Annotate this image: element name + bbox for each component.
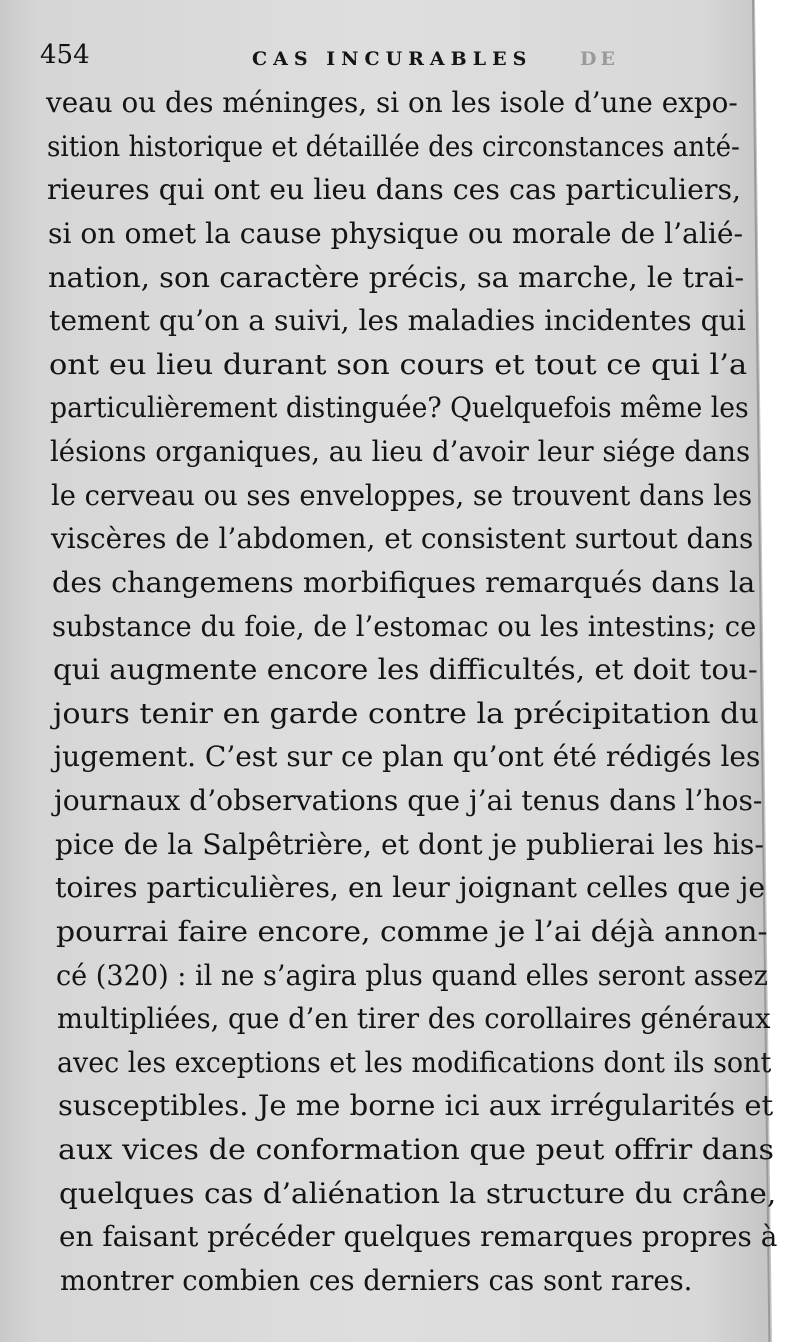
running-head-bleed: DE — [580, 48, 619, 70]
text-line: substance du foie, de l’estomac ou les intestins; ce — [52, 609, 757, 643]
text-line: jours tenir en garde contre la précipitation du — [53, 696, 759, 730]
text-line: toires particulières, en leur joignant celles que je — [55, 871, 766, 905]
text-line: lésions organiques, au lieu d’avoir leur siége dans — [50, 435, 751, 469]
text-line: particulièrement distinguée? Quelquefois même les — [49, 391, 749, 425]
text-line: journaux d’observations que j’ai tenus dans l’hos- — [54, 784, 763, 818]
running-head: CAS INCURABLES — [252, 48, 533, 70]
text-line: rieures qui ont eu lieu dans ces cas particuliers, — [47, 173, 742, 207]
text-line: le cerveau ou ses enveloppes, se trouvent dans les — [50, 478, 752, 512]
text-line: sition historique et détaillée des circonstances anté- — [46, 129, 740, 163]
text-line: des changemens morbifiques remarqués dans la — [51, 565, 755, 599]
text-line: viscères de l’abdomen, et consistent surtout dans — [51, 522, 754, 556]
text-line: avec les exceptions et les modifications dont ils sont — [57, 1045, 772, 1079]
text-line: en faisant précéder quelques remarques propres à — [59, 1220, 778, 1254]
text-line: montrer combien ces derniers cas sont rares. — [59, 1264, 692, 1297]
page-number: 454 — [40, 40, 90, 70]
text-line: nation, son caractère précis, sa marche, le trai- — [48, 260, 745, 294]
text-line: susceptibles. Je me borne ici aux irrégularités et — [57, 1089, 773, 1123]
text-line: jugement. C’est sur ce plan qu’ont été rédigés les — [53, 740, 761, 774]
text-line: qui augmente encore les difficultés, et doit tou- — [52, 653, 758, 687]
text-line: pourrai faire encore, comme je l’ai déjà annon- — [55, 914, 768, 948]
text-line: multipliées, que d’en tirer des corollaires généraux — [56, 1002, 770, 1036]
text-line: pice de la Salpêtrière, et dont je publierai les his- — [54, 827, 764, 861]
text-line: quelques cas d’aliénation la structure du crâne, — [58, 1176, 776, 1210]
text-line: cé (320) : il ne s’agira plus quand elles seront assez — [56, 958, 768, 992]
text-line: tement qu’on a suivi, les maladies incidentes qui — [48, 304, 746, 338]
text-line: ont eu lieu durant son cours et tout ce qui l’a — [49, 347, 748, 381]
text-line: veau ou des méninges, si on les isole d’une expo- — [46, 86, 738, 119]
text-line: si on omet la cause physique ou morale de l’alié- — [47, 216, 743, 250]
text-line: aux vices de conformation que peut offrir dans — [58, 1133, 775, 1167]
